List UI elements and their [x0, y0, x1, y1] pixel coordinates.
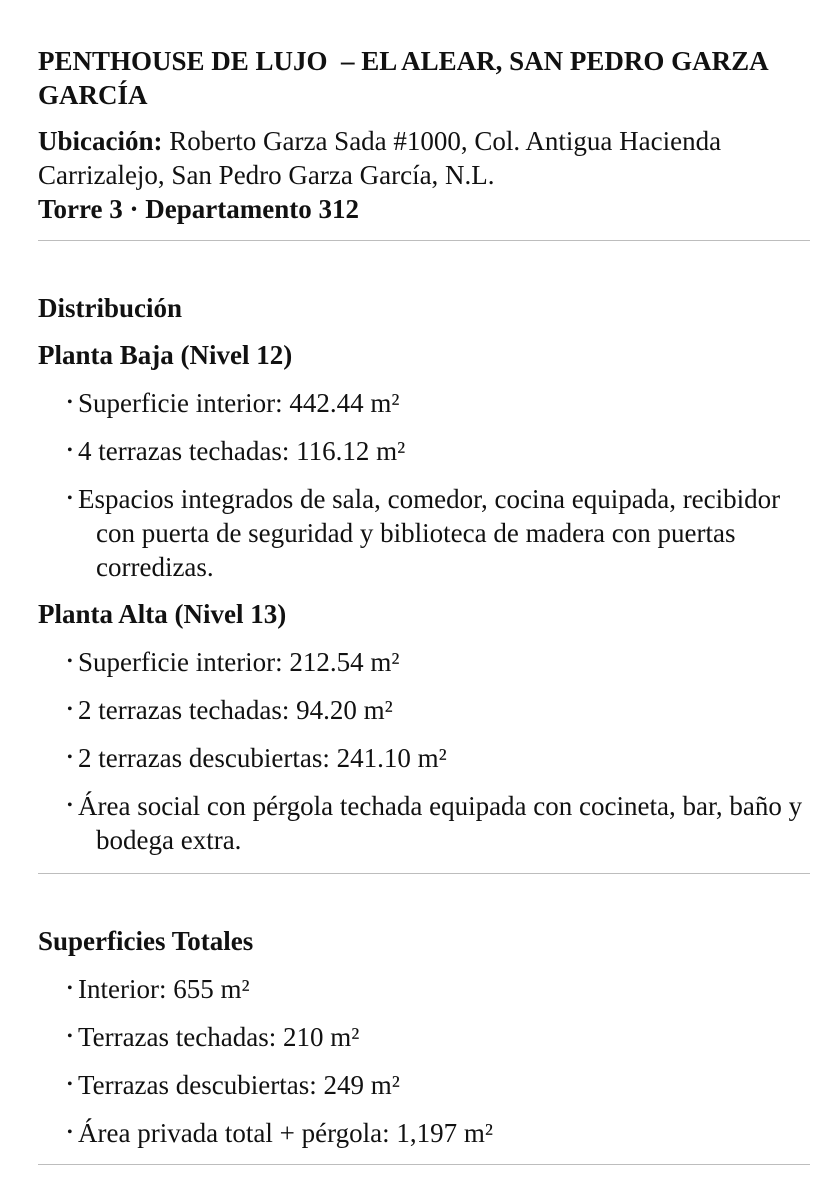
- list-item: • 2 terrazas techadas: 94.20 m²: [67, 695, 393, 725]
- planta-alta-list: [38, 645, 810, 857]
- list-item: • Interior: 655 m²: [67, 974, 250, 1004]
- location-line: [38, 124, 810, 192]
- totals-list: [38, 972, 810, 1150]
- document-page: [38, 44, 810, 1165]
- list-item: • Área privada total + pérgola: 1,197 m²: [67, 1118, 493, 1148]
- location-address: Roberto Garza Sada #1000, Col. Antigua Hacienda Carrizalejo, San Pedro Garza García, N.L.: [38, 126, 722, 190]
- bullet-icon: •: [67, 653, 73, 670]
- divider: [38, 1164, 810, 1165]
- list-item: • Área social con pérgola techada equipada con cocineta, bar, baño y bodega extra.: [67, 791, 803, 855]
- list-item: • Terrazas descubiertas: 249 m²: [67, 1070, 400, 1100]
- bullet-icon: •: [67, 749, 73, 766]
- list-item: • Espacios integrados de sala, comedor, cocina equipada, recibidor con puerta de seguridad y biblioteca de madera con puertas corredizas.: [67, 484, 781, 582]
- page-title: PENTHOUSE DE LUJO – EL ALEAR, SAN PEDRO GARZA GARCÍA: [38, 46, 774, 110]
- list-item: • 4 terrazas techadas: 116.12 m²: [67, 436, 406, 466]
- distribution-heading: Distribución: [38, 293, 183, 323]
- level-heading-planta-alta: Planta Alta (Nivel 13): [38, 599, 287, 629]
- bullet-icon: •: [67, 1124, 73, 1141]
- bullet-icon: •: [67, 490, 73, 507]
- bullet-icon: •: [67, 1028, 73, 1045]
- bullet-icon: •: [67, 394, 73, 411]
- tower-apartment: Torre 3 · Departamento 312: [38, 194, 359, 224]
- list-item: • Terrazas techadas: 210 m²: [67, 1022, 360, 1052]
- bullet-icon: •: [67, 442, 73, 459]
- bullet-icon: •: [67, 1076, 73, 1093]
- list-item: • 2 terrazas descubiertas: 241.10 m²: [67, 743, 447, 773]
- list-item: • Superficie interior: 442.44 m²: [67, 388, 400, 418]
- bullet-icon: •: [67, 797, 73, 814]
- level-heading-planta-baja: Planta Baja (Nivel 12): [38, 340, 293, 370]
- divider: [38, 873, 810, 874]
- bullet-icon: •: [67, 980, 73, 997]
- list-item: • Superficie interior: 212.54 m²: [67, 647, 400, 677]
- totals-heading: Superficies Totales: [38, 926, 254, 956]
- bullet-icon: •: [67, 701, 73, 718]
- divider: [38, 240, 810, 241]
- planta-baja-list: [38, 386, 810, 584]
- location-label: Ubicación:: [38, 126, 163, 156]
